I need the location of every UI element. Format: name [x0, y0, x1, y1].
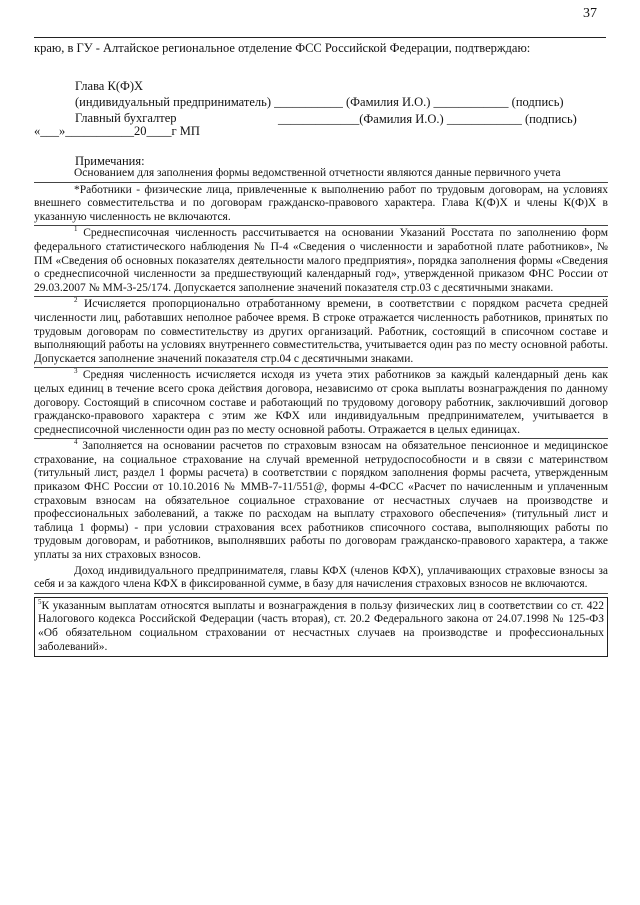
- note-3: $^3$ Средняя численность исчисляется исходя из учета этих работников за каждый календарный день как целых единиц в течение всего срока действия договора, независимо от срока выплаты вознаграждения по данному договору. Состоящий в списочном составе и работающий по трудовому договору работник, заключивший договор гражданско-правового характера с этим же КФХ или индивидуальным предпринимателем, учитывается в среднесписочной численности один раз по месту основной работы. Отражается в целых единицах.: [34, 368, 608, 439]
- head-role-label: Глава К(Ф)Х: [75, 79, 144, 93]
- footnote-mark: 5: [38, 597, 42, 606]
- footnote-mark: 2: [74, 296, 78, 305]
- accountant-signature-line: _____________(Фамилия И.О.) ____________ (подпись): [278, 112, 577, 126]
- notes-title: Примечания:: [75, 154, 145, 168]
- attestation-text: краю, в ГУ - Алтайское региональное отделение ФСС Российской Федерации, подтверждаю:: [34, 37, 606, 56]
- date-line: «___»___________20____г МП: [34, 124, 200, 138]
- note-1: $^1$ Среднесписочная численность рассчитывается на основании Указаний Росстата по заполнению форм федерального статистического наблюдения № П-4 «Сведения о численности и заработной плате работников», № ПМ «Сведения об основных показателях деятельности малого предприятия», порядка заполнения формы «Сведения о среднесписочной численности за предшествующий календарный год», утвержденной приказом ФНС России от 29.03.2007 № ММ-3-25/174. Допускается заполнение значений показателя стр.03 с десятичными знаками.: [34, 226, 608, 297]
- footnote-mark: 1: [74, 225, 78, 234]
- footnote-mark: 4: [74, 438, 78, 447]
- notes-section: [34, 166, 608, 657]
- page-number: 37: [583, 6, 597, 21]
- note-2: $^2$ Исчисляется пропорционально отработанному времени, в соответствии с порядком расчета средней численности лиц, работавших неполное рабочее время. В строке отражается численность работников, принятых по трудовым договорам по совместительству из других организаций. Работник, состоящий в списочном составе и выполняющий работы на условиях внутреннего совместительства, учитывается один раз по месту основной работы. Допускается заполнение значений показателя стр.04 с десятичными знаками.: [34, 297, 608, 368]
- head-signature-line: (индивидуальный предприниматель) ___________ (Фамилия И.О.) ____________ (подпись): [75, 95, 564, 109]
- note-workers: *Работники - физические лица, привлеченные к выполнению работ по трудовым договорам, на условиях внешнего совместительства и по договорам гражданско-правового характера. Глава К(Ф)Х и члены К(Ф)Х в указанную численность не включаются.: [34, 183, 608, 227]
- footnote-mark: 3: [74, 367, 78, 376]
- note-5: $^5$К указанным выплатам относятся выплаты и вознаграждения в пользу физических лиц в соответствии со ст. 422 Налогового кодекса Российской Федерации (часть вторая), ст. 20.2 Федерального закона от 24.07.1998 № 125-ФЗ «Об обязательном социальном страховании от несчастных случаев на производстве и профессиональных заболеваний».: [34, 597, 608, 657]
- accountant-role-label: Главный бухгалтер: [75, 111, 177, 125]
- note-4-income: Доход индивидуального предпринимателя, главы КФХ (членов КФХ), уплачивающих страховые взносы за себя и за каждого члена КФХ в фиксированной сумме, в базу для начисления страховых взносов не включаются.: [34, 564, 608, 594]
- note-4: $^4$ Заполняется на основании расчетов по страховым взносам на обязательное пенсионное и медицинское страхование, на социальное страхование на случай временной нетрудоспособности и в связи с материнством (титульный лист, раздел 1 формы расчета) в соответствии с порядком заполнения формы расчета, утвержденным приказом ФНС России от 10.10.2016 № ММВ-7-11/551@, формы 4-ФСС «Расчет по начисленным и уплаченным страховым взносам на обязательное социальное страхование от несчастных случаев на производстве и профессиональных заболеваний, а также по расходам на выплату страхового обеспечения» (титульный лист и таблица 1 формы) - при условии страхования всех работников списочного состава, выполняющих работы по трудовым договорам, и работников, выполнявших работы по договорам гражданско-правового характера, а также уплаты за них страховых взносов.: [34, 438, 608, 562]
- note-basis: Основанием для заполнения формы ведомственной отчетности являются данные первичного учета: [34, 166, 608, 183]
